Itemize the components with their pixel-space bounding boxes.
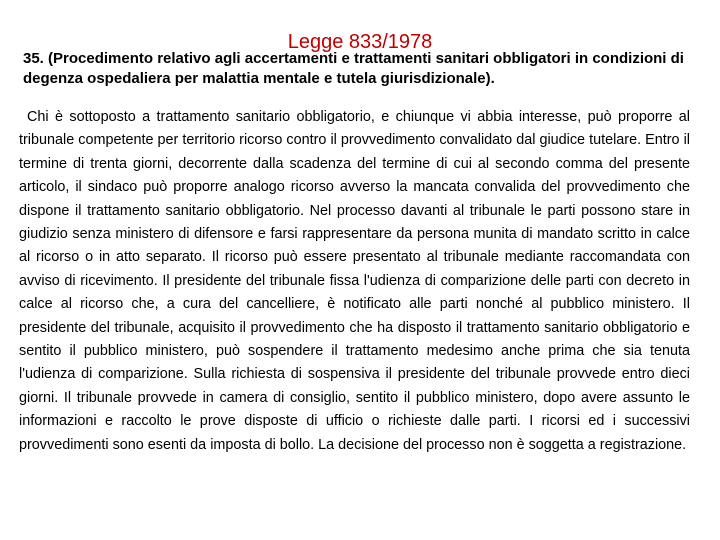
article-body: Chi è sottoposto a trattamento sanitario obbligatorio, e chiunque vi abbia interesse, può proporre al tribunale competente per territorio ricorso contro il provvedimento convalidato dal giudice tutelare. Entro il termine di trenta giorni, decorrente dalla scadenza del termine di cui al secondo comma del presente articolo, il sindaco può proporre analogo ricorso avverso la mancata convalida del provvedimento che dispone il trattamento sanitario obbligatorio. Nel processo davanti al tribunale le parti possono stare in giudizio senza ministero di difensore e farsi rappresentare da persona munita di mandato scritto in calce al ricorso o in atto separato. Il ricorso può essere presentato al tribunale mediante raccomandata con avviso di ricevimento. Il presidente del tribunale fissa l'udienza di comparizione delle parti con decreto in calce al ricorso che, a cura del cancelliere, è notificato alle parti nonché al pubblico ministero. Il presidente del tribunale, acquisito il provvedimento che ha disposto il trattamento sanitario obbligatorio e sentito il pubblico ministero, può sospendere il trattamento medesimo anche prima che sia tenuta l'udienza di comparizione. Sulla richiesta di sospensiva il presidente del tribunale provvede entro dieci giorni. Il tribunale provvede in camera di consiglio, sentito il pubblico ministero, dopo avere assunto le informazioni e raccolto le prove disposte di ufficio o richieste dalle parti. I ricorsi ed i successivi provvedimenti sono esenti da imposta di bollo. La decisione del processo non è soggetta a registrazione. bbox=[19, 109, 690, 453]
document-title: Legge 833/1978 bbox=[287, 31, 433, 54]
article-heading: 35. (Procedimento relativo agli accertamenti e trattamenti sanitari obbligatori in condizioni di degenza ospedaliera per malattia mentale e tutela giurisdizionale). bbox=[23, 50, 684, 87]
